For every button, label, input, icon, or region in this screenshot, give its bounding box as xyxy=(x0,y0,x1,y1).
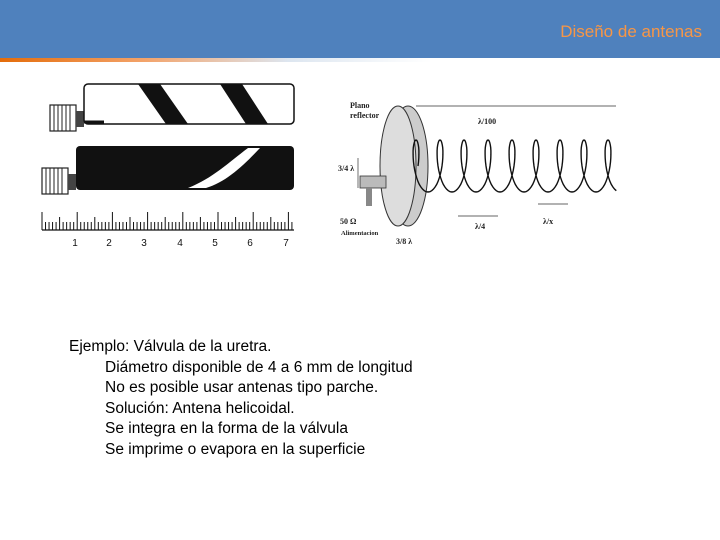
ruler-label: 1 xyxy=(72,238,78,249)
body-bullet: Diámetro disponible de 4 a 6 mm de longitud xyxy=(105,358,413,376)
antenna-figure xyxy=(38,78,628,254)
ruler-label: 5 xyxy=(212,238,218,249)
label-lambda-100: λ/100 xyxy=(478,117,497,126)
label-alimentacion: Alimentacion xyxy=(341,230,379,237)
ruler-label: 3 xyxy=(141,238,147,249)
body-bullet: No es posible usar antenas tipo parche. xyxy=(105,379,379,397)
label-lambda-x: λ/x xyxy=(543,217,554,226)
top-connector xyxy=(50,105,84,131)
ruler-label: 2 xyxy=(106,238,112,249)
body-heading: Ejemplo: Válvula de la uretra. xyxy=(69,338,272,355)
ruler xyxy=(42,212,294,249)
label-reflector: reflector xyxy=(350,111,380,120)
header-accent-line xyxy=(0,58,720,62)
antenna-illustration xyxy=(38,78,628,254)
ruler-label: 6 xyxy=(247,238,253,249)
label-three-quarter-lambda: 3/4 λ xyxy=(338,164,355,173)
bottom-antenna-tube xyxy=(76,146,294,190)
label-lambda-4: λ/4 xyxy=(475,222,486,231)
ruler-label: 7 xyxy=(283,238,289,249)
label-three-eighth-lambda: 3/8 λ xyxy=(396,237,413,246)
body-bullet: Se imprime o evapora en la superficie xyxy=(105,440,366,458)
slide-title: Diseño de antenas xyxy=(560,22,702,41)
label-plano: Plano xyxy=(350,101,370,110)
body-bullet: Solución: Antena helicoidal. xyxy=(105,399,295,417)
body-bullet: Se integra en la forma de la válvula xyxy=(105,420,348,438)
helix-diagram xyxy=(338,101,616,246)
label-fifty-ohm: 50 Ω xyxy=(340,217,357,226)
top-antenna-tube xyxy=(84,84,294,124)
slide-body xyxy=(69,337,413,461)
ruler-label: 4 xyxy=(177,238,183,249)
bottom-connector xyxy=(42,168,76,194)
